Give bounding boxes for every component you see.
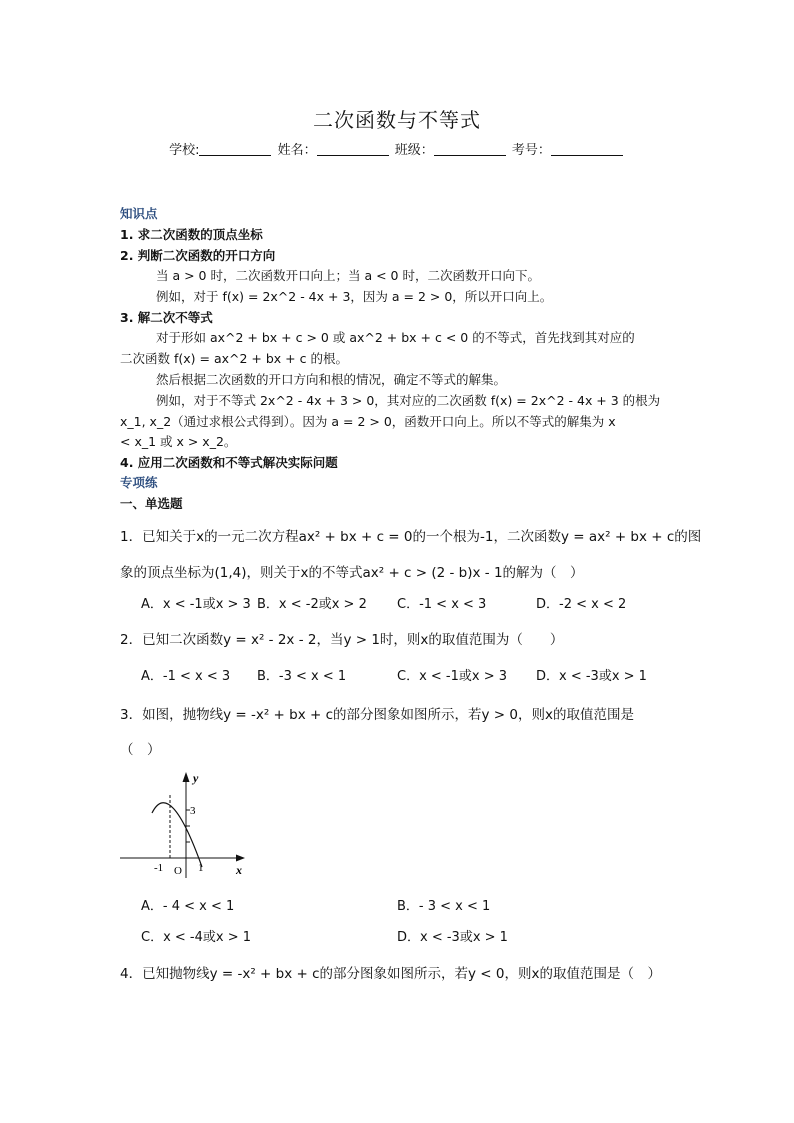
knowledge-point-3c: 然后根据二次函数的开口方向和根的情况，确定不等式的解集。 (156, 372, 507, 387)
name-label: 姓名： (277, 143, 317, 158)
exam-no-blank[interactable] (551, 143, 623, 156)
question-2-line-1: 2．已知二次函数y = x² - 2x - 2，当y > 1时，则x的取值范围为（ ） (120, 632, 564, 648)
q2-option-d[interactable]: D．x < -3或x > 1 (536, 669, 647, 684)
question-3-line-2: （ ） (120, 742, 161, 758)
q3-option-a[interactable]: A．- 4 < x < 1 (141, 899, 235, 914)
knowledge-point-3a: 对于形如 ax^2 + bx + c > 0 或 ax^2 + bx + c < 0 的不等式，首先找到其对应的 (156, 330, 635, 345)
knowledge-point-3b: 二次函数 f(x) = ax^2 + bx + c 的根。 (120, 351, 348, 366)
q3-option-c[interactable]: C．x < -4或x > 1 (141, 930, 252, 945)
school-blank[interactable] (199, 143, 271, 156)
y-axis-label: y (193, 771, 199, 785)
q2-option-b[interactable]: B．-3 < x < 1 (257, 669, 347, 684)
knowledge-point-2a: 当 a > 0 时，二次函数开口向上；当 a < 0 时，二次函数开口向下。 (156, 268, 540, 283)
knowledge-point-2b: 例如，对于 f(x) = 2x^2 - 4x + 3，因为 a = 2 > 0，所以开口向上。 (156, 289, 553, 304)
label-neg-1: -1 (154, 862, 164, 874)
q1-option-b[interactable]: B．x < -2或x > 2 (257, 597, 367, 612)
q1-option-a[interactable]: A．x < -1或x > 3 (141, 597, 251, 612)
q2-option-c[interactable]: C．x < -1或x > 3 (397, 669, 508, 684)
q2-option-a[interactable]: A．-1 < x < 3 (141, 669, 231, 684)
knowledge-point-3: 3. 解二次不等式 (120, 310, 213, 325)
page-title: 二次函数与不等式 (313, 108, 481, 132)
knowledge-point-3d: 例如，对于不等式 2x^2 - 4x + 3 > 0，其对应的二次函数 f(x) = 2x^2 - 4x + 3 的根为 (156, 393, 661, 408)
class-label: 班级： (394, 143, 434, 158)
knowledge-point-1: 1. 求二次函数的顶点坐标 (120, 227, 263, 242)
knowledge-point-4: 4. 应用二次函数和不等式解决实际问题 (120, 455, 338, 470)
x-axis-arrow (236, 855, 245, 862)
label-3: 3 (190, 805, 196, 817)
question-3-line-1: 3．如图，抛物线y = -x² + bx + c的部分图象如图所示，若y > 0，则x的取值范围是 (120, 707, 634, 723)
q3-option-b[interactable]: B．- 3 < x < 1 (397, 899, 491, 914)
section-heading: 一、单选题 (120, 496, 183, 511)
practice-heading: 专项练 (120, 475, 158, 490)
exam-no-label: 考号： (511, 143, 551, 158)
knowledge-point-3e: x_1, x_2（通过求根公式得到）。因为 a = 2 > 0，函数开口向上。所以不等式的解集为 x (120, 414, 616, 429)
knowledge-point-3f: < x_1 或 x > x_2。 (120, 434, 237, 449)
student-info-line (0, 139, 794, 158)
q1-option-d[interactable]: D．-2 < x < 2 (536, 597, 627, 612)
label-1: 1 (198, 862, 204, 874)
question-1-line-1: 1．已知关于x的一元二次方程ax² + bx + c = 0的一个根为-1，二次函数y = ax² + bx + c的图 (120, 529, 702, 545)
knowledge-heading: 知识点 (120, 206, 158, 221)
knowledge-point-2: 2. 判断二次函数的开口方向 (120, 248, 276, 263)
q1-option-c[interactable]: C．-1 < x < 3 (397, 597, 487, 612)
y-axis-arrow (183, 772, 190, 782)
label-origin: O (174, 865, 182, 877)
x-axis-label: x (236, 863, 242, 877)
name-blank[interactable] (317, 143, 389, 156)
q3-option-d[interactable]: D．x < -3或x > 1 (397, 930, 508, 945)
question-4-line-1: 4．已知抛物线y = -x² + bx + c的部分图象如图所示，若y < 0，则x的取值范围是（ ） (120, 966, 661, 982)
school-label: 学校: (169, 143, 200, 158)
class-blank[interactable] (434, 143, 506, 156)
question-1-line-2: 象的顶点坐标为(1,4)，则关于x的不等式ax² + c > (2 - b)x - 1的解为（ ） (120, 565, 584, 581)
parabola-graph (118, 766, 248, 882)
